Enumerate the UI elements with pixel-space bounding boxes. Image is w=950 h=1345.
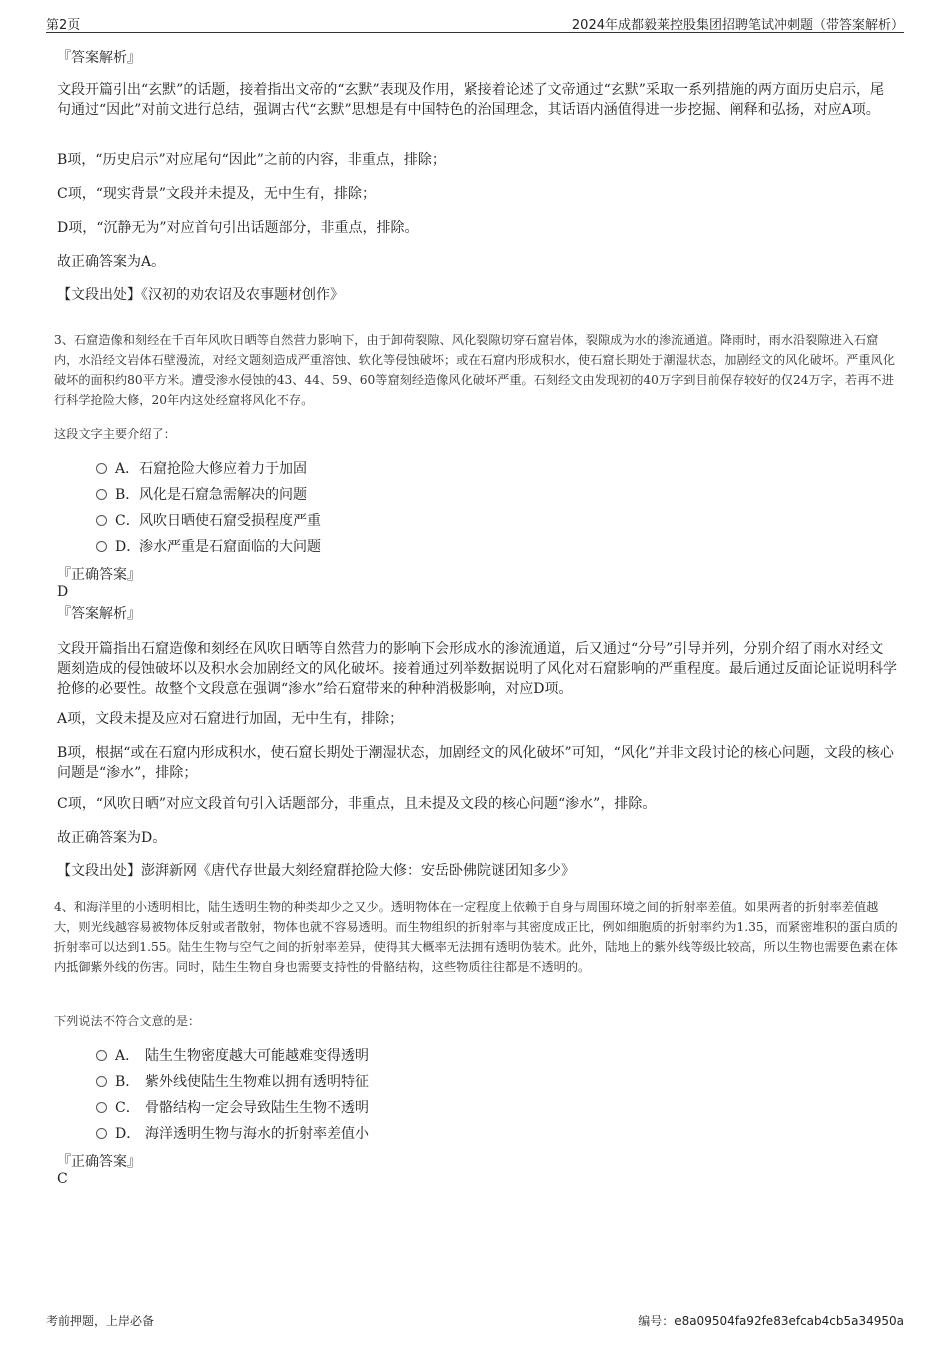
analysis-paragraph: 文段开篇引出“玄默”的话题，接着指出文帝的“玄默”表现及作用，紧接着论述了文帝通过“玄默”采取一系列措施的两方面历史启示，尾句通过“因此”对前文进行总结，强调古代“玄默”思想是有中国特色的治国理念，其话语内涵值得进一步挖掘、阐释和弘扬，对应A项。	[57, 82, 884, 118]
option-d[interactable]: D．渗水严重是石窟面临的大问题	[96, 537, 321, 557]
page-header	[46, 12, 904, 33]
analysis-paragraph: C项，“风吹日晒”对应文段首句引入话题部分，非重点，且未提及文段的核心问题“渗水”，排除。	[57, 796, 657, 812]
radio-button[interactable]	[96, 1076, 107, 1087]
document-title: 2024年成都毅莱控股集团招聘笔试冲刺题（带答案解析）	[571, 18, 904, 33]
analysis-paragraph: B项，根据“或在石窟内形成积水，使石窟长期处于潮湿状态，加剧经文的风化破坏”可知，“风化”并非文段讨论的核心问题，文段的核心问题是“渗水”，排除；	[57, 745, 894, 781]
answer-conclusion: 故正确答案为A。	[57, 254, 166, 270]
radio-button[interactable]	[96, 1102, 107, 1113]
radio-button[interactable]	[96, 463, 107, 474]
analysis-paragraph: 文段开篇指出石窟造像和刻经在风吹日晒等自然营力的影响下会形成水的渗流通道，后又通过“分号”引导并列，分别介绍了雨水对经文题刻造成的侵蚀破坏以及积水会加剧经文的风化破坏。接着通过列举数据说明了风化对石窟影响的严重程度。最后通过反面论证说明科学抢修的必要性。故整个文段意在强调“渗水”给石窟带来的种种消极影响，对应D项。	[57, 641, 897, 697]
answer-value: C	[57, 1171, 68, 1187]
answer-label: 『正确答案』	[57, 567, 141, 583]
question-stem: 3、石窟造像和刻经在千百年风吹日晒等自然营力影响下，由于卸荷裂隙、风化裂隙切穿石窟岩体，裂隙成为水的渗流通道。降雨时，雨水沿裂隙进入石窟内，水沿经文岩体石壁漫流，对经文题刻造成严重溶蚀、软化等侵蚀破坏；或在石窟内形成积水，使石窟长期处于潮湿状态，加剧经文的风化破坏。严重风化破坏的面积约80平方米。遭受渗水侵蚀的43、44、59、60等窟刻经造像风化破坏严重。石刻经文由发现初的40万字到目前保存较好的仅24万字，若再不进行科学抢险大修，20年内这处经窟将风化不存。	[54, 333, 895, 407]
question-prompt: 这段文字主要介绍了：	[54, 427, 176, 441]
radio-button[interactable]	[96, 515, 107, 526]
analysis-paragraph: C项，“现实背景”文段并未提及，无中生有，排除；	[57, 186, 377, 202]
question-stem: 4、和海洋里的小透明相比，陆生透明生物的种类却少之又少。透明物体在一定程度上依赖于自身与周围环境之间的折射率差值。如果两者的折射率差值越大，则光线越容易被物体反射或者散射，物体也就不容易透明。而生物组织的折射率与其密度成正比，例如细胞质的折射率约为1.35，而紧密堆积的蛋白质的折射率可以达到1.55。陆生生物与空气之间的折射率差异，使得其大概率无法拥有透明伪装术。此外，陆地上的紫外线等级比较高，所以生物也需要色素在体内抵御紫外线的伤害。同时，陆生生物自身也需要支持性的骨骼结构，这些物质往往都是不透明的。	[54, 900, 898, 974]
analysis-label: 『答案解析』	[57, 50, 141, 66]
analysis-label: 『答案解析』	[57, 606, 141, 622]
answer-conclusion: 故正确答案为D。	[57, 830, 167, 846]
analysis-paragraph: D项，“沉静无为”对应首句引出话题部分，非重点，排除。	[57, 220, 419, 236]
source-citation: 【文段出处】《汉初的劝农诏及农事题材创作》	[57, 287, 344, 303]
page-number: 第2页	[46, 18, 81, 33]
option-c[interactable]: C．风吹日晒使石窟受损程度严重	[96, 511, 321, 531]
analysis-paragraph: A项，文段未提及应对石窟进行加固，无中生有，排除；	[57, 711, 404, 727]
option-a[interactable]: A．石窟抢险大修应着力于加固	[96, 459, 307, 479]
question-prompt: 下列说法不符合文意的是：	[54, 1014, 201, 1028]
option-a[interactable]: A． 陆生生物密度越大可能越难变得透明	[96, 1046, 369, 1066]
radio-button[interactable]	[96, 541, 107, 552]
footer-slogan: 考前押题，上岸必备	[46, 1314, 155, 1328]
radio-button[interactable]	[96, 1128, 107, 1139]
answer-value: D	[57, 584, 69, 600]
answer-label: 『正确答案』	[57, 1154, 141, 1170]
radio-button[interactable]	[96, 489, 107, 500]
document-id: 编号：e8a09504fa92fe83efcab4cb5a34950a	[638, 1314, 904, 1328]
option-c[interactable]: C． 骨骼结构一定会导致陆生生物不透明	[96, 1098, 369, 1118]
radio-button[interactable]	[96, 1050, 107, 1061]
option-b[interactable]: B． 紫外线使陆生生物难以拥有透明特征	[96, 1072, 369, 1092]
option-b[interactable]: B．风化是石窟急需解决的问题	[96, 485, 307, 505]
option-d[interactable]: D． 海洋透明生物与海水的折射率差值小	[96, 1124, 369, 1144]
analysis-paragraph: B项，“历史启示”对应尾句“因此”之前的内容，非重点，排除；	[57, 152, 446, 168]
source-citation: 【文段出处】澎湃新网《唐代存世最大刻经窟群抢险大修：安岳卧佛院谜团知多少》	[57, 863, 575, 879]
